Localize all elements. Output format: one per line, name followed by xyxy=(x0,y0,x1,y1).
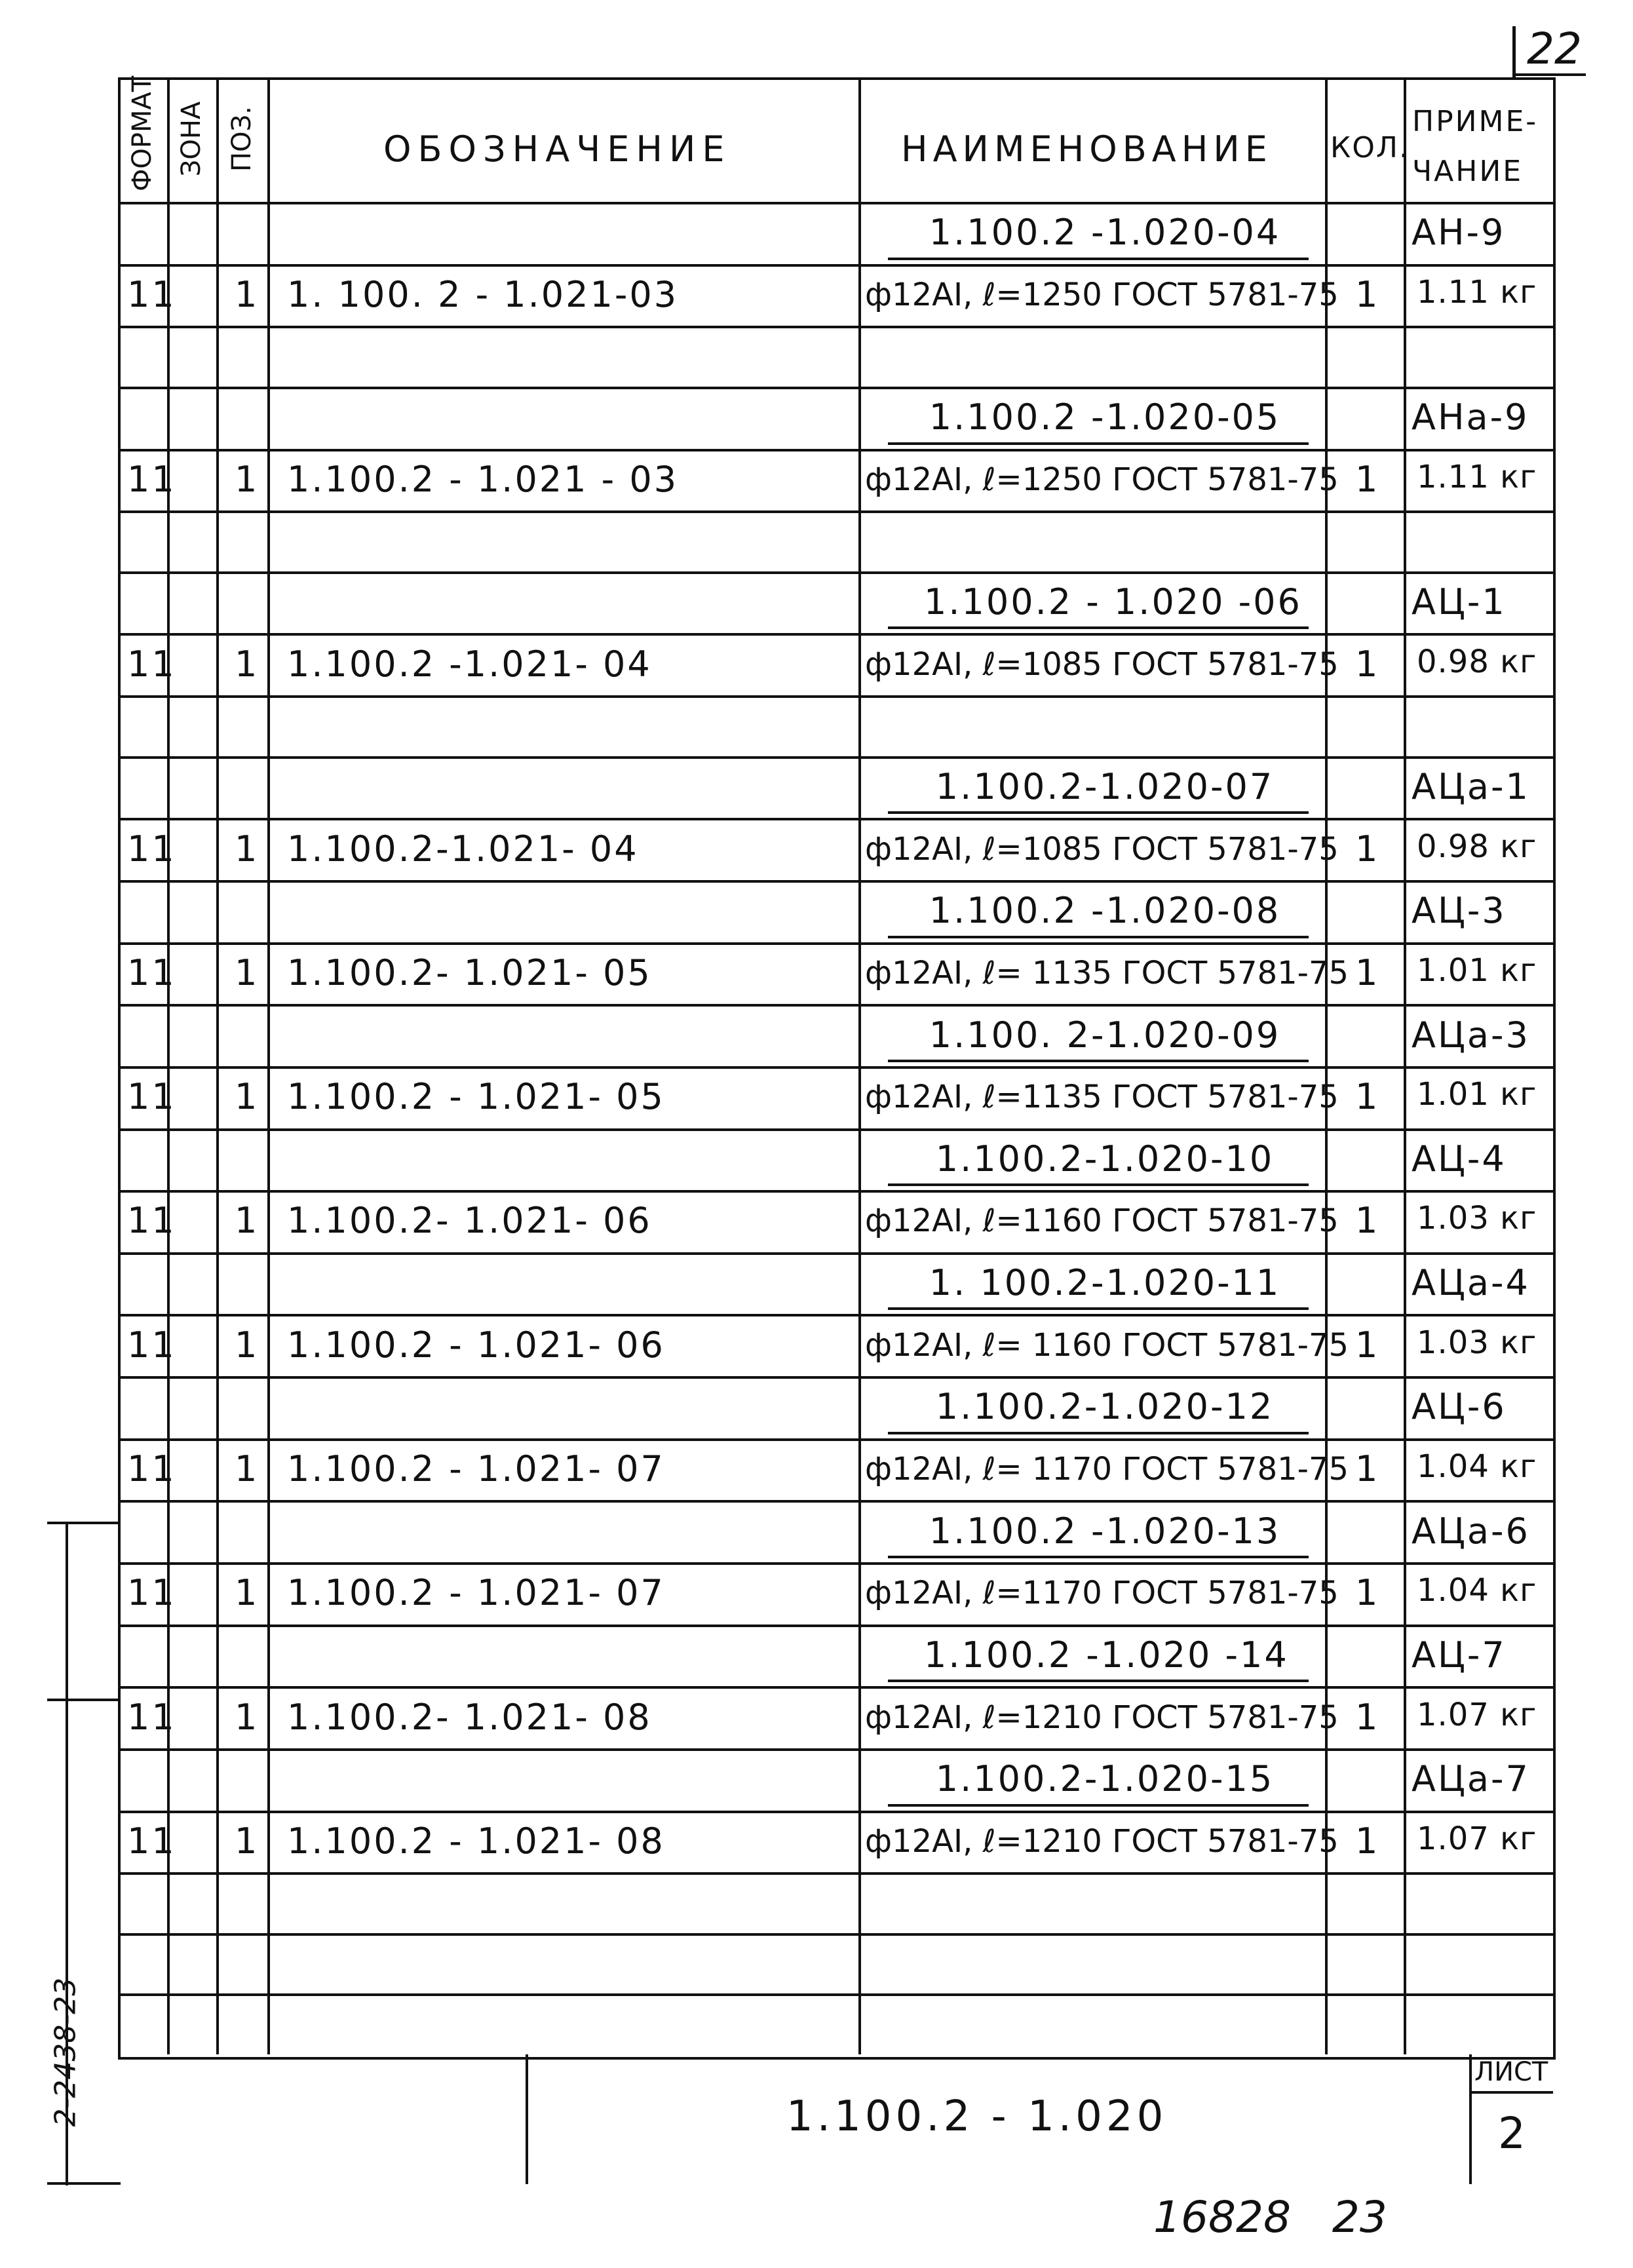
item-note: 1.07 кг xyxy=(1417,1696,1537,1733)
item-quantity: 1 xyxy=(1355,1324,1380,1366)
row-line xyxy=(118,1066,1553,1069)
group-note: АН-9 xyxy=(1412,212,1506,254)
item-name: ф12АI, ℓ= 1160 ГОСТ 5781-75 xyxy=(865,1326,1349,1364)
group-title: 1.100.2 - 1.020 -06 xyxy=(924,581,1302,623)
row-line xyxy=(118,633,1553,636)
item-name: ф12АI, ℓ=1250 ГОСТ 5781-75 xyxy=(865,461,1339,498)
row-line xyxy=(118,1933,1553,1936)
header-note-2: ЧАНИЕ xyxy=(1412,155,1524,188)
header-name: НАИМЕНОВАНИЕ xyxy=(901,128,1273,170)
sheet-label: ЛИСТ xyxy=(1474,2057,1548,2087)
item-designation: 1. 100. 2 - 1.021-03 xyxy=(287,273,679,315)
group-title: 1.100.2-1.020-15 xyxy=(935,1758,1275,1800)
group-note: АЦ-3 xyxy=(1412,890,1507,932)
item-position: 1 xyxy=(235,1696,259,1738)
row-line xyxy=(118,818,1553,820)
group-title-underline xyxy=(888,1183,1309,1186)
group-title: 1.100.2-1.020-12 xyxy=(935,1386,1275,1428)
item-name: ф12АI, ℓ=1160 ГОСТ 5781-75 xyxy=(865,1202,1339,1240)
group-title-underline xyxy=(888,1680,1309,1682)
group-title-underline xyxy=(888,936,1309,938)
item-name: ф12АI, ℓ= 1135 ГОСТ 5781-75 xyxy=(865,954,1349,991)
row-line xyxy=(118,1748,1553,1751)
group-title: 1.100.2 -1.020-04 xyxy=(929,212,1281,254)
item-position: 1 xyxy=(235,1572,259,1614)
item-designation: 1.100.2 - 1.021- 07 xyxy=(287,1572,665,1614)
item-note: 1.01 кг xyxy=(1417,951,1537,989)
row-line xyxy=(118,695,1553,698)
item-designation: 1.100.2 - 1.021- 08 xyxy=(287,1820,665,1862)
group-title: 1.100.2 -1.020 -14 xyxy=(924,1634,1289,1676)
item-name: ф12АI, ℓ= 1170 ГОСТ 5781-75 xyxy=(865,1451,1349,1488)
item-note: 1.03 кг xyxy=(1417,1324,1537,1361)
item-format: 11 xyxy=(127,1076,176,1118)
group-title: 1. 100.2-1.020-11 xyxy=(929,1262,1281,1304)
item-note: 1.11 кг xyxy=(1417,273,1537,311)
item-format: 11 xyxy=(127,643,176,685)
group-title-underline xyxy=(888,1060,1309,1062)
side-stamp-number: 2-2438-23 xyxy=(48,1977,83,2127)
corner-underline xyxy=(1512,73,1586,76)
item-note: 1.04 кг xyxy=(1417,1448,1537,1486)
group-note: АЦа-6 xyxy=(1412,1510,1530,1552)
footer-stamp xyxy=(118,2054,1553,2184)
header-format: ФОРМАТ xyxy=(127,75,157,191)
item-designation: 1.100.2 - 1.021- 06 xyxy=(287,1324,665,1366)
group-note: АЦ-4 xyxy=(1412,1138,1507,1180)
item-position: 1 xyxy=(235,1076,259,1118)
item-quantity: 1 xyxy=(1355,1448,1380,1490)
item-quantity: 1 xyxy=(1355,458,1380,500)
item-position: 1 xyxy=(235,458,259,500)
item-quantity: 1 xyxy=(1355,1076,1380,1118)
item-format: 11 xyxy=(127,273,176,315)
row-line xyxy=(118,571,1553,574)
row-line xyxy=(118,326,1553,328)
group-note: АЦ-1 xyxy=(1412,581,1507,623)
row-line xyxy=(118,1376,1553,1379)
sheet-number: 2 xyxy=(1498,2108,1526,2159)
row-line xyxy=(118,1500,1553,1503)
item-name: ф12АI, ℓ=1135 ГОСТ 5781-75 xyxy=(865,1079,1339,1116)
header-zone: ЗОНА xyxy=(176,101,206,177)
item-note: 1.03 кг xyxy=(1417,1200,1537,1237)
item-format: 11 xyxy=(127,1324,176,1366)
row-line xyxy=(118,1438,1553,1441)
item-note: 0.98 кг xyxy=(1417,643,1537,680)
group-title-underline xyxy=(888,1804,1309,1807)
row-line xyxy=(118,1314,1553,1317)
row-line xyxy=(118,1190,1553,1193)
group-note: АНа-9 xyxy=(1412,396,1529,438)
row-line xyxy=(118,756,1553,759)
group-note: АЦа-1 xyxy=(1412,765,1530,807)
row-line xyxy=(118,880,1553,883)
item-designation: 1.100.2 - 1.021- 07 xyxy=(287,1448,665,1490)
item-name: ф12АI, ℓ=1250 ГОСТ 5781-75 xyxy=(865,276,1339,313)
item-name: ф12АI, ℓ=1210 ГОСТ 5781-75 xyxy=(865,1822,1339,1860)
group-title-underline xyxy=(888,1432,1309,1434)
item-format: 11 xyxy=(127,828,176,870)
item-note: 1.01 кг xyxy=(1417,1076,1537,1113)
item-note: 1.07 кг xyxy=(1417,1820,1537,1857)
row-line xyxy=(118,510,1553,513)
header-qty: КОЛ. xyxy=(1330,131,1410,164)
item-format: 11 xyxy=(127,458,176,500)
item-format: 11 xyxy=(127,1448,176,1490)
group-title: 1.100. 2-1.020-09 xyxy=(929,1014,1281,1056)
item-name: ф12АI, ℓ=1085 ГОСТ 5781-75 xyxy=(865,645,1339,683)
item-format: 11 xyxy=(127,1200,176,1242)
item-quantity: 1 xyxy=(1355,1572,1380,1614)
sheet-corner-number: 22 xyxy=(1527,24,1582,74)
row-line xyxy=(118,942,1553,945)
group-title: 1.100.2 -1.020-05 xyxy=(929,396,1281,438)
group-title: 1.100.2-1.020-07 xyxy=(935,765,1275,807)
item-note: 0.98 кг xyxy=(1417,828,1537,865)
item-name: ф12АI, ℓ=1210 ГОСТ 5781-75 xyxy=(865,1699,1339,1736)
item-name: ф12АI, ℓ=1085 ГОСТ 5781-75 xyxy=(865,830,1339,868)
group-note: АЦа-7 xyxy=(1412,1758,1530,1800)
item-quantity: 1 xyxy=(1355,951,1380,993)
row-line xyxy=(118,1872,1553,1875)
group-title: 1.100.2-1.020-10 xyxy=(935,1138,1275,1180)
row-line xyxy=(118,387,1553,389)
row-line xyxy=(118,1252,1553,1255)
item-designation: 1.100.2 - 1.021- 05 xyxy=(287,1076,665,1118)
group-note: АЦ-7 xyxy=(1412,1634,1507,1676)
item-quantity: 1 xyxy=(1355,643,1380,685)
group-title: 1.100.2 -1.020-13 xyxy=(929,1510,1281,1552)
item-format: 11 xyxy=(127,951,176,993)
corner-divider xyxy=(1512,26,1516,79)
group-title-underline xyxy=(888,811,1309,814)
specification-table xyxy=(118,77,1553,2184)
item-position: 1 xyxy=(235,273,259,315)
row-line xyxy=(118,449,1553,452)
item-quantity: 1 xyxy=(1355,828,1380,870)
item-position: 1 xyxy=(235,1820,259,1862)
row-line xyxy=(118,1128,1553,1131)
row-line xyxy=(118,1624,1553,1627)
group-title: 1.100.2 -1.020-08 xyxy=(929,890,1281,932)
item-designation: 1.100.2 - 1.021 - 03 xyxy=(287,458,679,500)
bottom-handwriting: 16828 23 xyxy=(1153,2192,1387,2242)
item-name: ф12АI, ℓ=1170 ГОСТ 5781-75 xyxy=(865,1575,1339,1612)
item-position: 1 xyxy=(235,1200,259,1242)
item-format: 11 xyxy=(127,1696,176,1738)
item-designation: 1.100.2- 1.021- 05 xyxy=(287,951,652,993)
item-position: 1 xyxy=(235,1448,259,1490)
item-position: 1 xyxy=(235,1324,259,1366)
row-line xyxy=(118,264,1553,267)
item-note: 1.11 кг xyxy=(1417,458,1537,495)
group-title-underline xyxy=(888,1556,1309,1558)
group-title-underline xyxy=(888,626,1309,629)
item-format: 11 xyxy=(127,1820,176,1862)
item-format: 11 xyxy=(127,1572,176,1614)
item-position: 1 xyxy=(235,828,259,870)
item-quantity: 1 xyxy=(1355,1696,1380,1738)
document-code: 1.100.2 - 1.020 xyxy=(786,2092,1168,2141)
row-line xyxy=(118,1004,1553,1007)
row-line xyxy=(118,1562,1553,1565)
item-position: 1 xyxy=(235,643,259,685)
header-designation: ОБОЗНАЧЕНИЕ xyxy=(383,128,731,170)
header-line xyxy=(118,202,1553,204)
row-line xyxy=(118,1993,1553,1996)
item-designation: 1.100.2- 1.021- 08 xyxy=(287,1696,652,1738)
item-quantity: 1 xyxy=(1355,1820,1380,1862)
group-title-underline xyxy=(888,1307,1309,1310)
row-line xyxy=(118,1686,1553,1689)
item-designation: 1.100.2-1.021- 04 xyxy=(287,828,639,870)
item-quantity: 1 xyxy=(1355,273,1380,315)
item-position: 1 xyxy=(235,951,259,993)
header-pos: ПОЗ. xyxy=(227,106,257,172)
row-line xyxy=(118,1811,1553,1813)
item-quantity: 1 xyxy=(1355,1200,1380,1242)
group-title-underline xyxy=(888,258,1309,260)
item-designation: 1.100.2- 1.021- 06 xyxy=(287,1200,652,1242)
group-note: АЦа-4 xyxy=(1412,1262,1530,1304)
group-title-underline xyxy=(888,442,1309,445)
group-note: АЦ-6 xyxy=(1412,1386,1507,1428)
item-designation: 1.100.2 -1.021- 04 xyxy=(287,643,652,685)
item-note: 1.04 кг xyxy=(1417,1572,1537,1609)
group-note: АЦа-3 xyxy=(1412,1014,1530,1056)
header-note-1: ПРИМЕ- xyxy=(1412,105,1539,138)
